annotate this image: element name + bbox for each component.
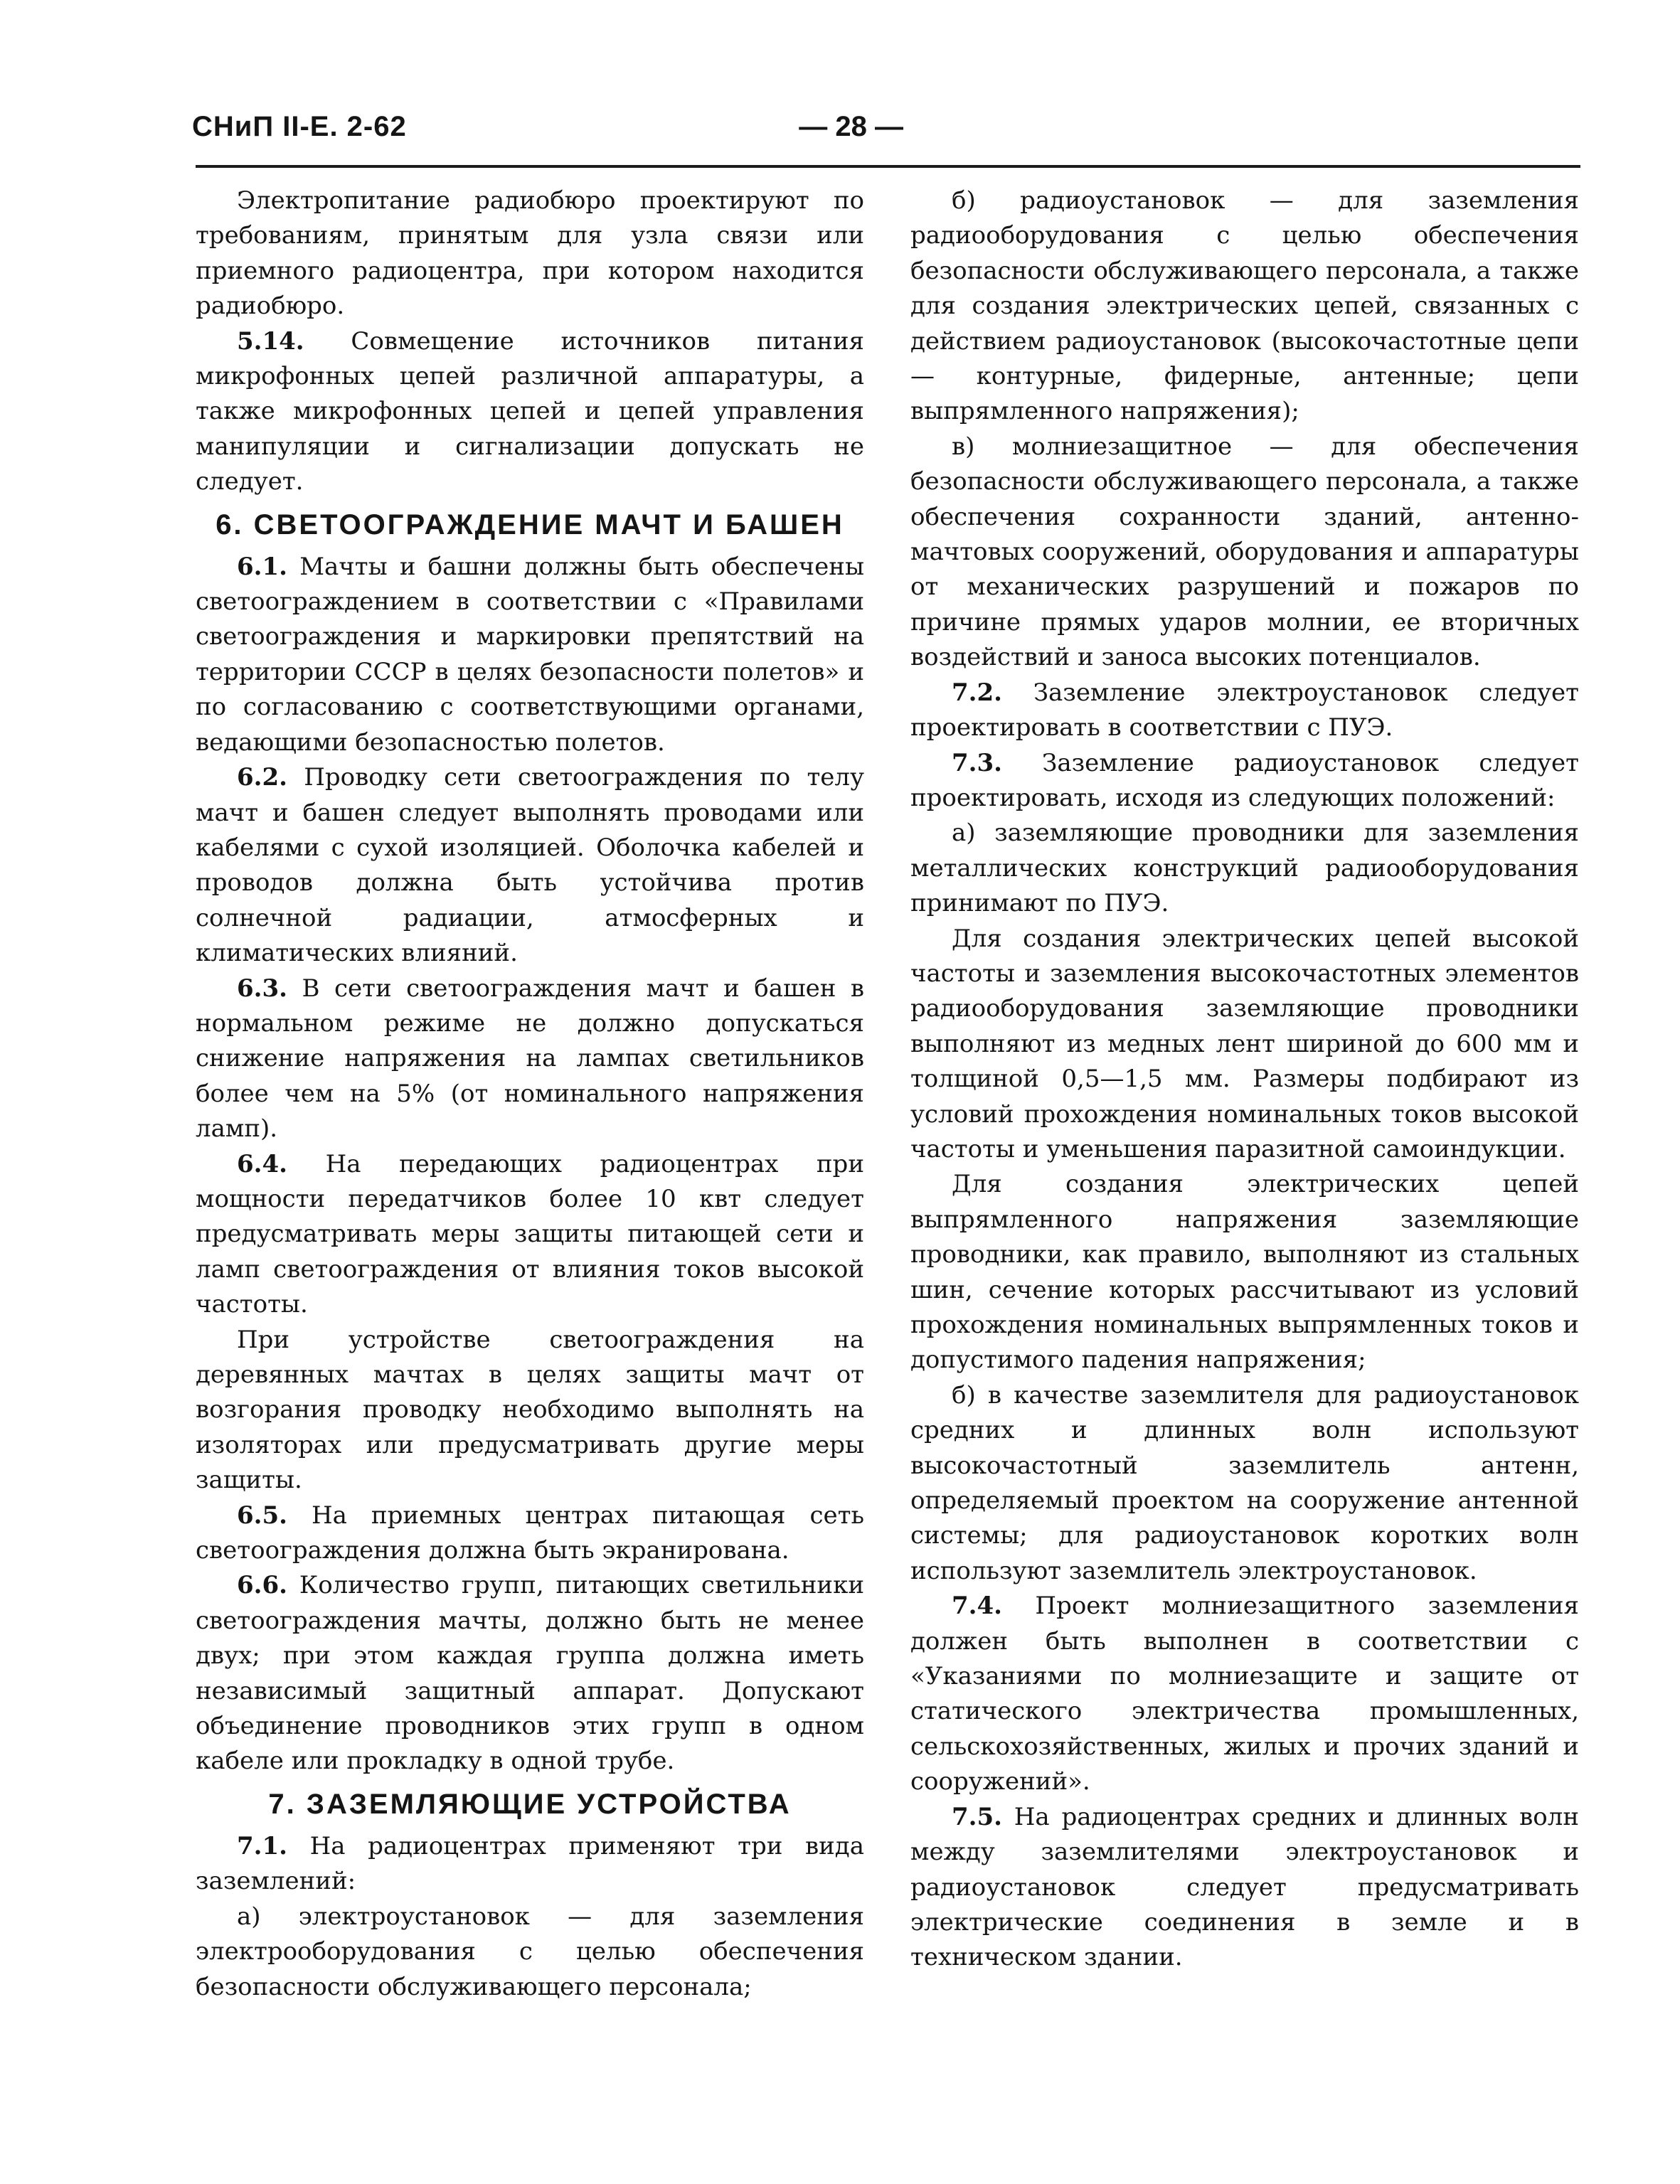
clause-text: Заземление радиоустановок следует проектировать, исходя из следующих положений: bbox=[910, 748, 1579, 812]
clause-text: Совмещение источников питания микрофонных цепей различной аппаратуры, а также микрофонных цепей и цепей управления манипуляции и сигнализации допускать не следует. bbox=[196, 326, 864, 496]
clause-number: 7.4. bbox=[952, 1592, 1002, 1621]
clause-text: Количество групп, питающих светильники светоограждения мачты, должно быть не менее двух; при этом каждая группа должна иметь независимый защитный аппарат. Допускают объединение проводников этих групп в одном кабеле или прокладку в одной трубе. bbox=[196, 1571, 864, 1776]
clause-text: Проект молниезащитного заземления должен быть выполнен в соответствии с «Указаниями по молниезащите и защите от статического электричества промышленных, сельскохозяйственных, жилых и прочих зданий и сооружений». bbox=[910, 1592, 1579, 1796]
paragraph-5-14 bbox=[196, 324, 864, 500]
paragraph-7-3-a-rectified: Для создания электрических цепей выпрямленного напряжения заземляющие проводники, как правило, выполняют из стальных шин, сечение которых рассчитывают из условий прохождения номинальных выпрямленных токов и допустимого падения напряжения; bbox=[910, 1170, 1579, 1375]
paragraph-6-6 bbox=[196, 1568, 864, 1779]
clause-number: 6.1. bbox=[237, 552, 287, 581]
paragraph-6-4 bbox=[196, 1147, 864, 1323]
paragraph-6-1 bbox=[196, 550, 864, 760]
paragraph-7-4 bbox=[910, 1589, 1579, 1799]
paragraph-7-2 bbox=[910, 676, 1579, 746]
paragraph-7-1 bbox=[196, 1829, 864, 1900]
section-heading-7: 7. ЗАЗЕМЛЯЮЩИЕ УСТРОЙСТВА bbox=[268, 1788, 792, 1820]
clause-number: 5.14. bbox=[237, 326, 304, 356]
page-number: — 28 — bbox=[799, 111, 903, 142]
clause-number: 6.5. bbox=[237, 1501, 287, 1530]
paragraph-7-3-b: б) в качестве заземлителя для радиоустановок средних и длинных волн используют высокочастотный заземлитель антенн, определяемый проектом на сооружение антенной системы; для радиоустановок коротких волн используют заземлитель электроустановок. bbox=[910, 1380, 1579, 1585]
paragraph-7-3-a: а) заземляющие проводники для заземления металлических конструкций радиооборудования принимают по ПУЭ. bbox=[910, 819, 1579, 918]
clause-text: Проводку сети светоограждения по телу мачт и башен следует выполнять проводами или кабелями с сухой изоляцией. Оболочка кабелей и проводов должна быть устойчива против солнечной радиации, атмосферных и климатических влияний. bbox=[196, 763, 864, 968]
clause-number: 7.3. bbox=[952, 748, 1002, 777]
paragraph-7-1-b: б) радиоустановок — для заземления радиооборудования с целью обеспечения безопасности обслуживающего персонала, а также для создания электрических цепей, связанных с действием радиоустановок (высокочастотные цепи — контурные, фидерные, антенные; цепи выпрямленного напряжения); bbox=[910, 186, 1579, 426]
right-column bbox=[910, 183, 1579, 1976]
paragraph-7-3-a-high-frequency: Для создания электрических цепей высокой частоты и заземления высокочастотных элементов радиооборудования заземляющие проводники выполняют из медных лент шириной до 600 мм и толщиной 0,5—1,5 мм. Размеры подбирают из условий прохождения номинальных токов высокой частоты и уменьшения паразитной самоиндукции. bbox=[910, 924, 1579, 1163]
clause-text: На радиоцентрах применяют три вида заземлений: bbox=[196, 1831, 864, 1896]
paragraph-6-3 bbox=[196, 971, 864, 1147]
clause-number: 7.5. bbox=[952, 1802, 1002, 1831]
clause-text: Заземление электроустановок следует проектировать в соответствии с ПУЭ. bbox=[910, 678, 1579, 742]
header-rule bbox=[196, 165, 1580, 168]
paragraph-7-1-c: в) молниезащитное — для обеспечения безопасности обслуживающего персонала, а также обеспечения сохранности зданий, антенно-мачтовых сооружений, оборудования и аппаратуры от механических разрушений и пожаров по причине прямых ударов молнии, ее вторичных воздействий и заноса высоких потенциалов. bbox=[910, 432, 1579, 672]
clause-number: 7.1. bbox=[237, 1831, 287, 1860]
paragraph-6-2 bbox=[196, 760, 864, 971]
paragraph-power-supply: Электропитание радиобюро проектируют по требованиям, принятым для узла связи или приемного радиоцентра, при котором находится радиобюро. bbox=[196, 186, 864, 321]
clause-number: 6.6. bbox=[237, 1571, 287, 1600]
paragraph-7-1-a: а) электроустановок — для заземления электрооборудования с целью обеспечения безопасности обслуживающего персонала; bbox=[196, 1902, 864, 2001]
clause-number: 6.3. bbox=[237, 974, 287, 1003]
paragraph-7-5 bbox=[910, 1800, 1579, 1976]
clause-text: В сети светоограждения мачт и башен в нормальном режиме не должно допускаться снижение напряжения на лампах светильников более чем на 5% (от номинального напряжения ламп). bbox=[196, 974, 864, 1144]
paragraph-6-4-wooden-masts: При устройстве светоограждения на деревянных мачтах в целях защиты мачт от возгорания проводку необходимо выполнять на изоляторах или предусматривать другие меры защиты. bbox=[196, 1325, 864, 1495]
paragraph-7-3 bbox=[910, 746, 1579, 816]
clause-text: На радиоцентрах средних и длинных волн между заземлителями электроустановок и радиоустановок следует предусматривать электрические соединения в земле и в техническом здании. bbox=[910, 1802, 1579, 1972]
clause-number: 6.4. bbox=[237, 1149, 287, 1178]
paragraph-6-5 bbox=[196, 1498, 864, 1569]
clause-number: 7.2. bbox=[952, 678, 1002, 707]
section-heading-6: 6. СВЕТООГРАЖДЕНИЕ МАЧТ И БАШЕН bbox=[216, 508, 844, 540]
clause-text: На приемных центрах питающая сеть светоограждения должна быть экранирована. bbox=[196, 1501, 864, 1565]
page-header bbox=[192, 105, 1580, 155]
clause-text: Мачты и башни должны быть обеспечены светоограждением в соответствии с «Правилами светоограждения и маркировки препятствий на территории СССР в целях безопасности полетов» и по согласованию с соответствующими органами, ведающими безопасностью полетов. bbox=[196, 552, 864, 757]
document-code: СНиП II-Е. 2-62 bbox=[192, 111, 407, 142]
left-column bbox=[196, 183, 864, 2005]
clause-text: На передающих радиоцентрах при мощности передатчиков более 10 квт следует предусматривать меры защиты питающей сети и ламп светоограждения от влияния токов высокой частоты. bbox=[196, 1149, 864, 1319]
clause-number: 6.2. bbox=[237, 763, 287, 792]
